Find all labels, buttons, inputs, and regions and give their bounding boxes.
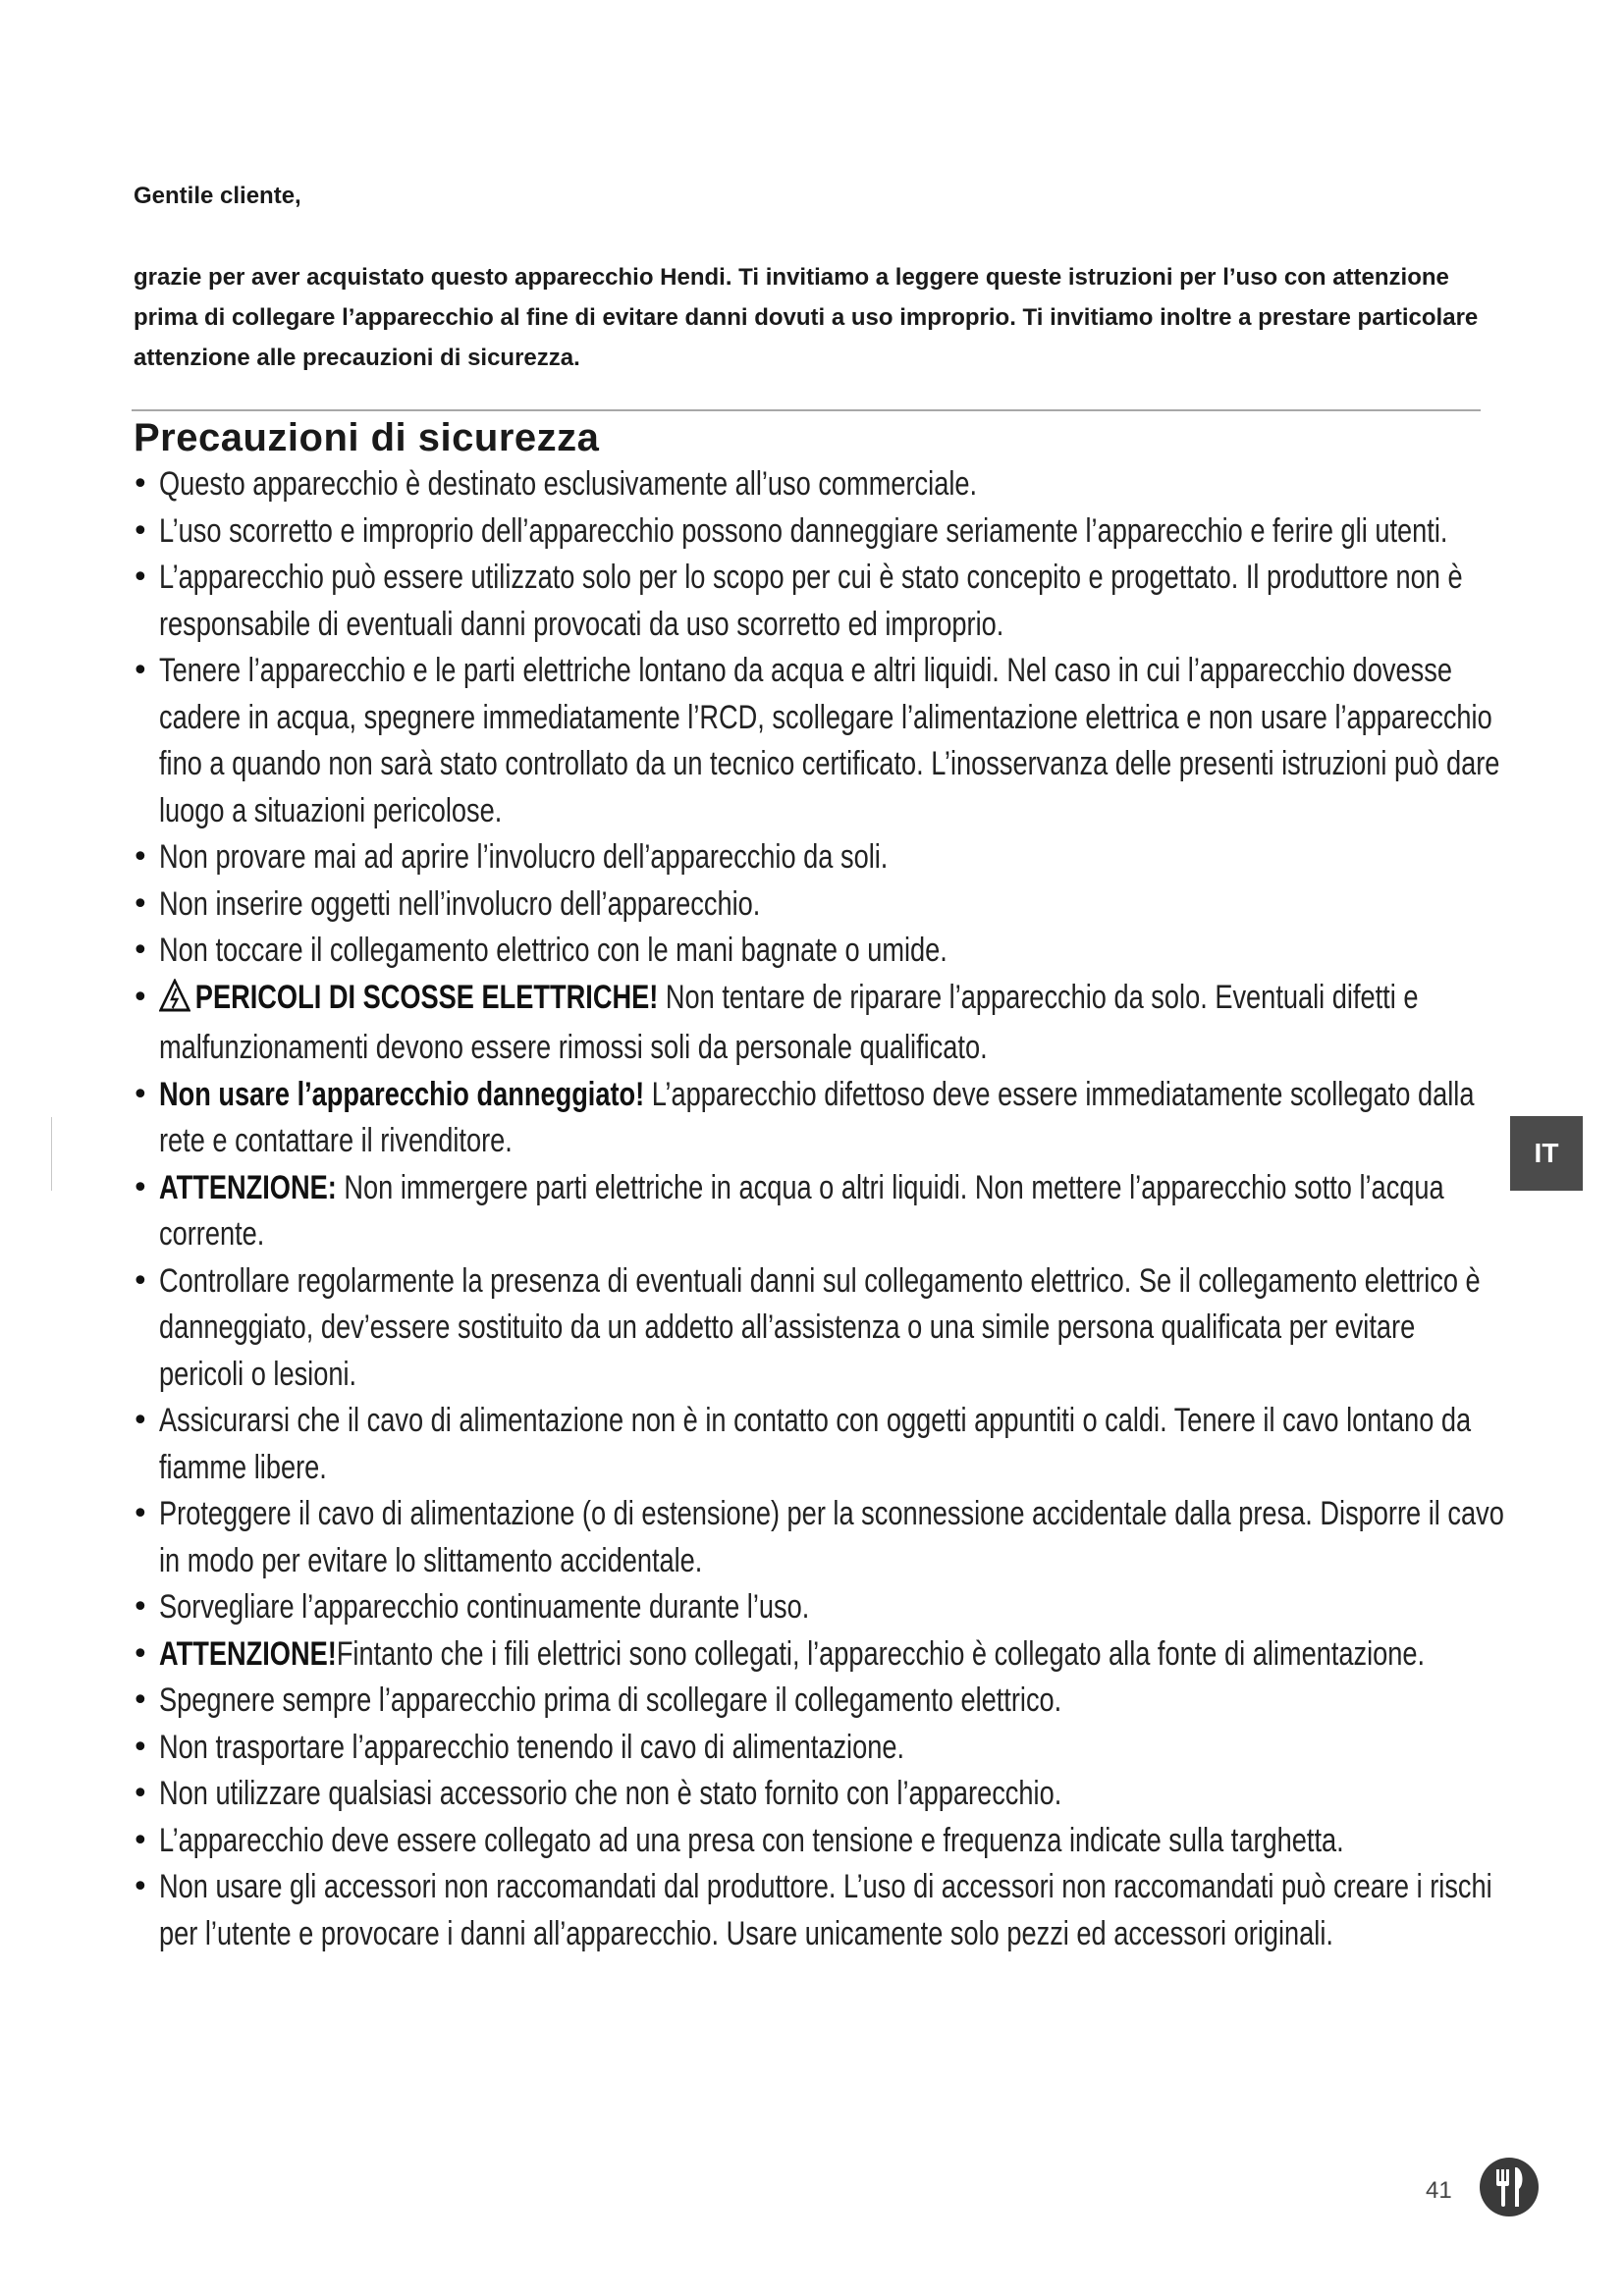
item-prefix: PERICOLI DI SCOSSE ELETTRICHE! [194,978,659,1016]
electric-warning-icon [159,979,190,1026]
safety-item [132,1258,1506,1399]
safety-item [132,461,1506,508]
item-text: Non trasportare l’apparecchio tenendo il cavo di alimentazione. [159,1728,905,1766]
item-text: Non provare mai ad aprire l’involucro dell’apparecchio da soli. [159,838,889,876]
safety-item [132,1584,1506,1631]
section-title: Precauzioni di sicurezza [134,416,600,459]
item-text: Sorvegliare l’apparecchio continuamente durante l’uso. [159,1588,810,1626]
safety-list [132,461,1506,1957]
item-prefix: ATTENZIONE! [159,1634,337,1673]
item-text: Non inserire oggetti nell’involucro dell’apparecchio. [159,884,761,923]
margin-line [51,1117,52,1191]
item-text: Assicurarsi che il cavo di alimentazione non è in contatto con oggetti appuntiti o caldi. Tenere il cavo lontano da fiamme libere. [159,1402,1472,1486]
safety-item [132,834,1506,881]
section-divider [132,409,1481,411]
item-text: L’apparecchio può essere utilizzato solo per lo scopo per cui è stato concepito e progettato. Il produttore non è responsabile di eventuali danni provocati da uso scorretto ed improprio. [159,559,1463,643]
item-text: Non immergere parti elettriche in acqua o altri liquidi. Non mettere l’apparecchio sotto l’acqua corrente. [159,1168,1444,1253]
safety-item [132,1165,1506,1258]
safety-item [132,1491,1506,1584]
cutlery-logo-icon [1478,2156,1541,2223]
safety-item [132,1771,1506,1818]
item-text: L’apparecchio deve essere collegato ad una presa con tensione e frequenza indicate sulla targhetta. [159,1821,1344,1859]
intro-paragraph: grazie per aver acquistato questo apparecchio Hendi. Ti invitiamo a leggere queste istruzioni per l’uso con attenzione prima di collegare l’apparecchio al fine di evitare danni dovuti a uso improprio. Ti invitiamo inoltre a prestare particolare attenzione alle precauzioni di sicurezza. [134,264,1479,371]
item-text: Non utilizzare qualsiasi accessorio che non è stato fornito con l’apparecchio. [159,1775,1062,1812]
page-number: 41 [1426,2177,1452,2204]
item-prefix: Non usare l’apparecchio danneggiato! [159,1075,645,1113]
safety-item [132,1725,1506,1772]
item-text: Non tentare de riparare l’apparecchio da solo. Eventuali difetti e malfunzionamenti devono essere rimossi soli da personale qualificato. [159,978,1419,1066]
greeting: Gentile cliente, [134,183,301,209]
safety-item [132,1864,1506,1957]
item-text: Tenere l’apparecchio e le parti elettriche lontano da acqua e altri liquidi. Nel caso in cui l’apparecchio dovesse cadere in acqua, spegnere immediatamente l’RCD, scollegare l’alimentazione elettrica e non usare l’apparecchio fino a quando non sarà stato controllato da un tecnico certificato. L’inosservanza delle presenti istruzioni può dare luogo a situazioni pericolose. [159,652,1500,829]
language-tab: IT [1510,1116,1583,1191]
item-text: Questo apparecchio è destinato esclusivamente all’uso commerciale. [159,465,978,503]
safety-item [132,881,1506,929]
safety-item [132,1631,1506,1679]
item-text: Controllare regolarmente la presenza di eventuali danni sul collegamento elettrico. Se il collegamento elettrico è danneggiato, dev’essere sostituito da un addetto all’assistenza o una simile persona qualificata per evitare pericoli o lesioni. [159,1261,1481,1393]
item-text: Non toccare il collegamento elettrico con le mani bagnate o umide. [159,932,947,969]
safety-item [132,1678,1506,1725]
safety-item [132,508,1506,556]
safety-item [132,648,1506,834]
item-prefix: ATTENZIONE: [159,1168,337,1206]
safety-item [132,1398,1506,1491]
item-text: Non usare gli accessori non raccomandati dal produttore. L’uso di accessori non raccomandati può creare i rischi per l’utente e provocare i danni all’apparecchio. Usare unicamente solo pezzi ed accessori originali. [159,1868,1492,1952]
safety-item [132,1072,1506,1165]
item-text: Fintanto che i fili elettrici sono collegati, l’apparecchio è collegato alla fonte di alimentazione. [336,1634,1426,1673]
safety-item [132,928,1506,975]
item-text: Proteggere il cavo di alimentazione (o di estensione) per la sconnessione accidentale dalla presa. Disporre il cavo in modo per evitare lo slittamento accidentale. [159,1495,1504,1579]
item-text: L’apparecchio difettoso deve essere immediatamente scollegato dalla rete e contattare il rivenditore. [159,1075,1475,1159]
item-text: L’uso scorretto e improprio dell’apparecchio possono danneggiare seriamente l’apparecchio e ferire gli utenti. [159,511,1448,550]
safety-item [132,1818,1506,1865]
item-text: Spegnere sempre l’apparecchio prima di scollegare il collegamento elettrico. [159,1682,1062,1719]
safety-item [132,975,1506,1072]
safety-item [132,555,1506,648]
